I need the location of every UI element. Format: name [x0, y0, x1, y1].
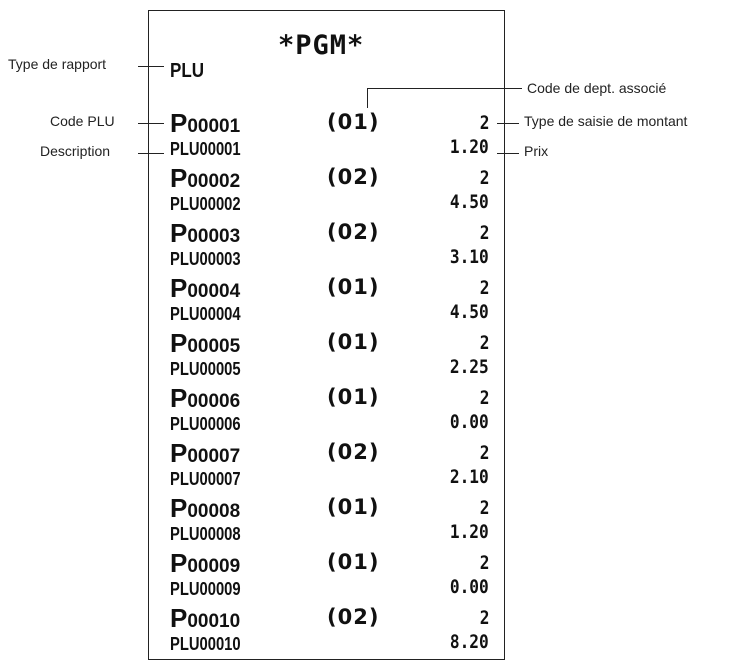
leader-code-dept-v [367, 88, 368, 108]
dept-code: (02) [327, 220, 380, 244]
dept-code: (01) [327, 550, 380, 574]
entry-type: 2 [479, 607, 489, 629]
plu-price: 0.00 [450, 576, 489, 598]
label-description: Description [40, 143, 111, 159]
dept-code: (02) [327, 440, 380, 464]
entry-type: 2 [479, 552, 489, 574]
plu-description: PLU00005 [170, 359, 241, 379]
leader-prix [497, 153, 519, 154]
plu-prefix: P [170, 548, 188, 578]
plu-price: 8.20 [450, 631, 489, 653]
dept-code: (02) [327, 165, 380, 189]
plu-prefix: P [170, 603, 188, 633]
plu-code [170, 108, 240, 139]
label-prix: Prix [524, 143, 549, 159]
plu-description: PLU00006 [170, 414, 241, 434]
entry-type: 2 [479, 442, 489, 464]
plu-description: PLU00002 [170, 194, 241, 214]
label-type-de-rapport: Type de rapport [8, 56, 107, 72]
plu-prefix: P [170, 163, 188, 193]
dept-code: (02) [327, 605, 380, 629]
plu-description: PLU00003 [170, 249, 241, 269]
plu-prefix: P [170, 383, 188, 413]
label-code-plu: Code PLU [50, 113, 115, 129]
leader-code-dept-h [367, 88, 522, 89]
plu-number: 00003 [187, 226, 241, 247]
plu-price: 3.10 [450, 246, 489, 268]
receipt-header: *PGM* [278, 30, 365, 61]
plu-price: 4.50 [450, 301, 489, 323]
leader-description [138, 153, 164, 154]
plu-prefix: P [170, 493, 188, 523]
plu-code [170, 163, 240, 194]
plu-number: 00005 [187, 336, 241, 357]
plu-number: 00007 [187, 446, 241, 467]
plu-number: 00010 [187, 611, 241, 632]
label-code-dept: Code de dept. associé [527, 80, 667, 96]
report-type: PLU [170, 60, 204, 82]
plu-description: PLU00001 [170, 139, 241, 159]
entry-type: 2 [479, 387, 489, 409]
plu-number: 00009 [187, 556, 241, 577]
plu-description: PLU00004 [170, 304, 241, 324]
plu-description: PLU00010 [170, 634, 241, 654]
plu-price: 2.25 [450, 356, 489, 378]
dept-code: (01) [327, 275, 380, 299]
dept-code: (01) [327, 110, 380, 134]
plu-price: 2.10 [450, 466, 489, 488]
plu-description: PLU00009 [170, 579, 241, 599]
plu-prefix: P [170, 218, 188, 248]
plu-code [170, 493, 240, 524]
plu-prefix: P [170, 108, 188, 138]
plu-description: PLU00008 [170, 524, 241, 544]
plu-code [170, 273, 240, 304]
plu-code [170, 218, 240, 249]
plu-code [170, 328, 240, 359]
label-type-saisie: Type de saisie de montant [524, 113, 688, 129]
entry-type: 2 [479, 277, 489, 299]
plu-number: 00001 [187, 116, 241, 137]
plu-price: 1.20 [450, 521, 489, 543]
plu-description: PLU00007 [170, 469, 241, 489]
leader-code-plu [138, 123, 164, 124]
dept-code: (01) [327, 385, 380, 409]
dept-code: (01) [327, 330, 380, 354]
entry-type: 2 [479, 112, 489, 134]
leader-type-saisie [497, 123, 519, 124]
plu-code [170, 603, 240, 634]
plu-number: 00002 [187, 171, 241, 192]
leader-type-de-rapport [138, 66, 164, 67]
plu-number: 00004 [187, 281, 241, 302]
entry-type: 2 [479, 497, 489, 519]
entry-type: 2 [479, 222, 489, 244]
plu-number: 00008 [187, 501, 241, 522]
plu-price: 1.20 [450, 136, 489, 158]
plu-code [170, 438, 240, 469]
entry-type: 2 [479, 332, 489, 354]
plu-prefix: P [170, 438, 188, 468]
plu-code [170, 548, 240, 579]
plu-number: 00006 [187, 391, 241, 412]
plu-code [170, 383, 240, 414]
dept-code: (01) [327, 495, 380, 519]
plu-prefix: P [170, 273, 188, 303]
entry-type: 2 [479, 167, 489, 189]
plu-price: 0.00 [450, 411, 489, 433]
plu-prefix: P [170, 328, 188, 358]
plu-price: 4.50 [450, 191, 489, 213]
